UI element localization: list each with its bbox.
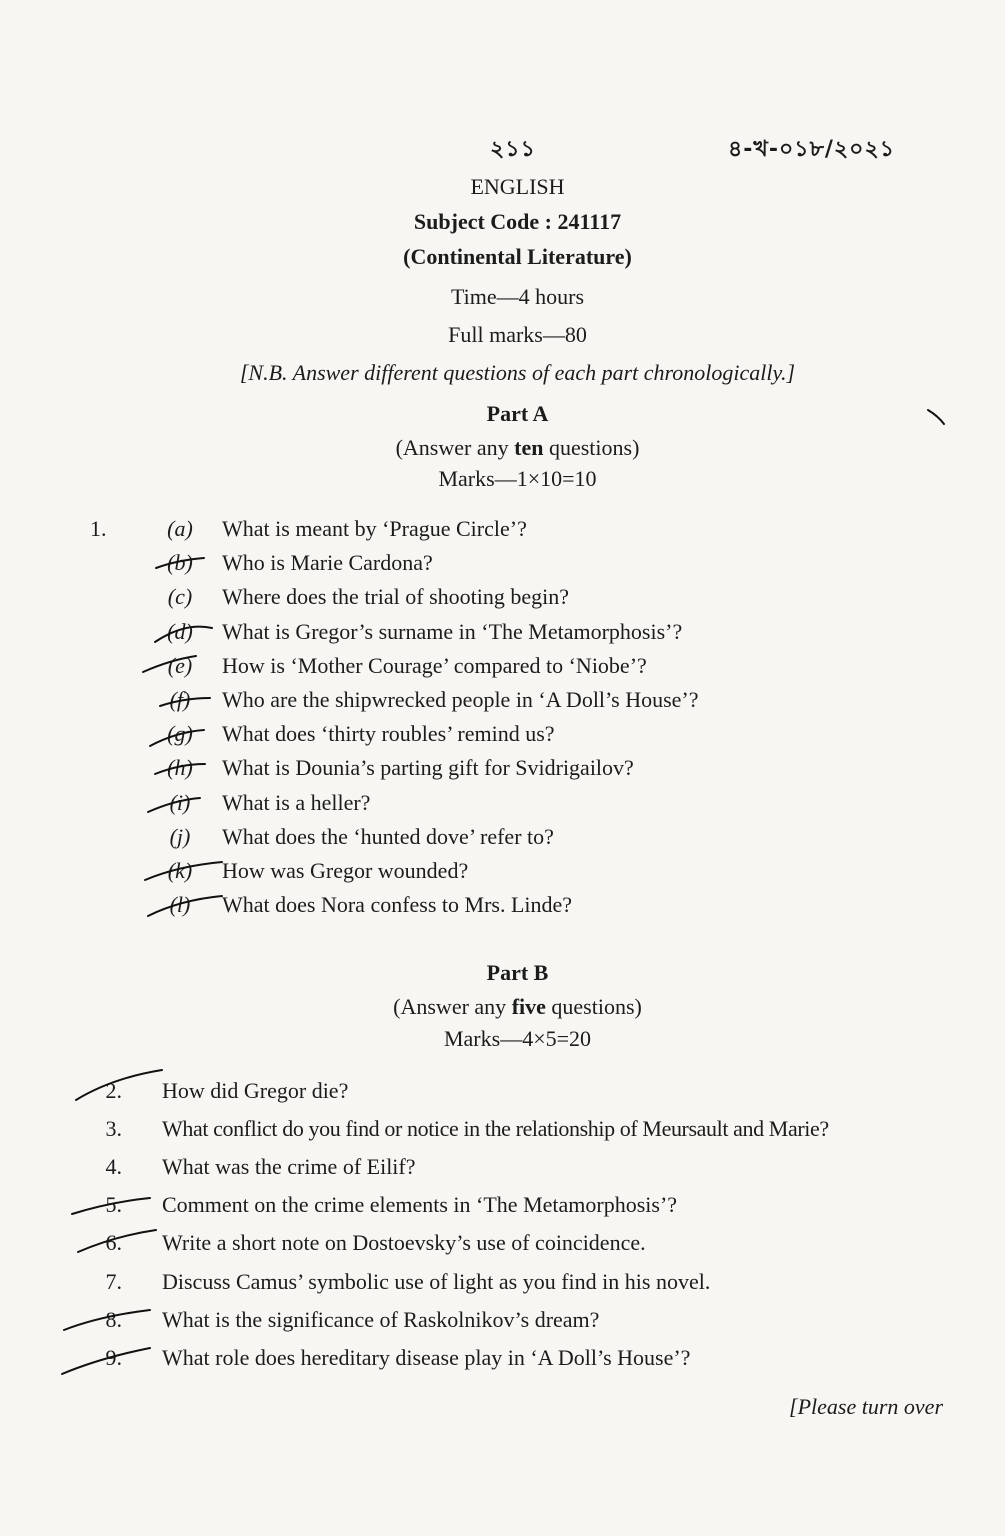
- paper-code: ২১১: [490, 137, 536, 162]
- turn-over-note: [Please turn over: [789, 1394, 943, 1419]
- part-a-item-text: What is Gregor’s surname in ‘The Metamorphosis’?: [222, 619, 683, 644]
- part-a-marks: Marks—1×10=10: [438, 466, 597, 491]
- course-name: (Continental Literature): [403, 244, 632, 269]
- question-number-1: 1.: [90, 516, 107, 541]
- part-b-instruction: (Answer any five questions): [393, 994, 642, 1019]
- part-a-item-label: (h): [167, 755, 193, 780]
- part-b-question-number: 6.: [105, 1230, 122, 1255]
- part-a-title: Part A: [486, 401, 549, 426]
- part-a-item-label: (i): [169, 790, 191, 815]
- part-a-item-label: (a): [167, 516, 193, 541]
- part-a-item-label: (b): [167, 550, 193, 575]
- part-a-item-text: What does the ‘hunted dove’ refer to?: [222, 824, 554, 849]
- part-a-item-label: (g): [167, 721, 193, 746]
- part-b-question-text: What role does hereditary disease play in ‘A Doll’s House’?: [162, 1345, 691, 1370]
- part-a-item-label: (d): [167, 619, 193, 644]
- part-b-question-number: 8.: [105, 1307, 122, 1332]
- part-b-question-text: Write a short note on Dostoevsky’s use of coincidence.: [162, 1230, 646, 1255]
- subject-title: ENGLISH: [470, 174, 565, 199]
- part-a-item-text: What does Nora confess to Mrs. Linde?: [222, 892, 573, 917]
- part-b-question-text: What was the crime of Eilif?: [162, 1154, 416, 1179]
- part-b-question-number: 7.: [105, 1269, 122, 1294]
- subject-code: Subject Code : 241117: [413, 209, 622, 234]
- part-b-question-number: 9.: [105, 1345, 122, 1370]
- full-marks: Full marks—80: [448, 322, 587, 347]
- part-a-item-label: (l): [169, 892, 191, 917]
- reference-code: ৪-খ-০১৮/২০২১: [728, 137, 896, 162]
- part-a-item-label: (f): [169, 687, 191, 712]
- part-b-question-number: 2.: [105, 1078, 122, 1103]
- part-a-item-text: What is a heller?: [222, 790, 371, 815]
- part-b-marks: Marks—4×5=20: [443, 1026, 592, 1051]
- part-a-item-label: (c): [167, 584, 193, 609]
- part-a-item-text: What is Dounia’s parting gift for Svidrigailov?: [222, 755, 634, 780]
- instruction-note: [N.B. Answer different questions of each part chronologically.]: [239, 360, 796, 385]
- part-a-item-label: (k): [167, 858, 193, 883]
- part-a-item-label: (j): [169, 824, 191, 849]
- part-a-item-text: Who are the shipwrecked people in ‘A Doll’s House’?: [222, 687, 699, 712]
- part-b-title: Part B: [486, 960, 549, 985]
- part-a-item-text: What does ‘thirty roubles’ remind us?: [222, 721, 555, 746]
- part-b-question-text: Comment on the crime elements in ‘The Metamorphosis’?: [162, 1192, 678, 1217]
- part-b-question-number: 5.: [105, 1192, 122, 1217]
- part-a-item-text: How is ‘Mother Courage’ compared to ‘Niobe’?: [222, 653, 647, 678]
- part-a-item-text: What is meant by ‘Prague Circle’?: [222, 516, 527, 541]
- part-a-item-label: (e): [167, 653, 193, 678]
- part-b-question-number: 4.: [105, 1154, 122, 1179]
- part-b-question-text: What conflict do you find or notice in the relationship of Meursault and Marie?: [162, 1116, 829, 1141]
- exam-time: Time—4 hours: [450, 284, 585, 309]
- part-b-question-text: What is the significance of Raskolnikov’s dream?: [162, 1307, 600, 1332]
- part-b-question-number: 3.: [105, 1116, 122, 1141]
- part-b-question-text: Discuss Camus’ symbolic use of light as you find in his novel.: [162, 1269, 711, 1294]
- part-a-item-text: Who is Marie Cardona?: [222, 550, 433, 575]
- part-a-instruction: (Answer any ten questions): [395, 435, 640, 460]
- part-a-item-text: Where does the trial of shooting begin?: [222, 584, 570, 609]
- part-a-item-text: How was Gregor wounded?: [222, 858, 469, 883]
- part-b-question-text: How did Gregor die?: [162, 1078, 349, 1103]
